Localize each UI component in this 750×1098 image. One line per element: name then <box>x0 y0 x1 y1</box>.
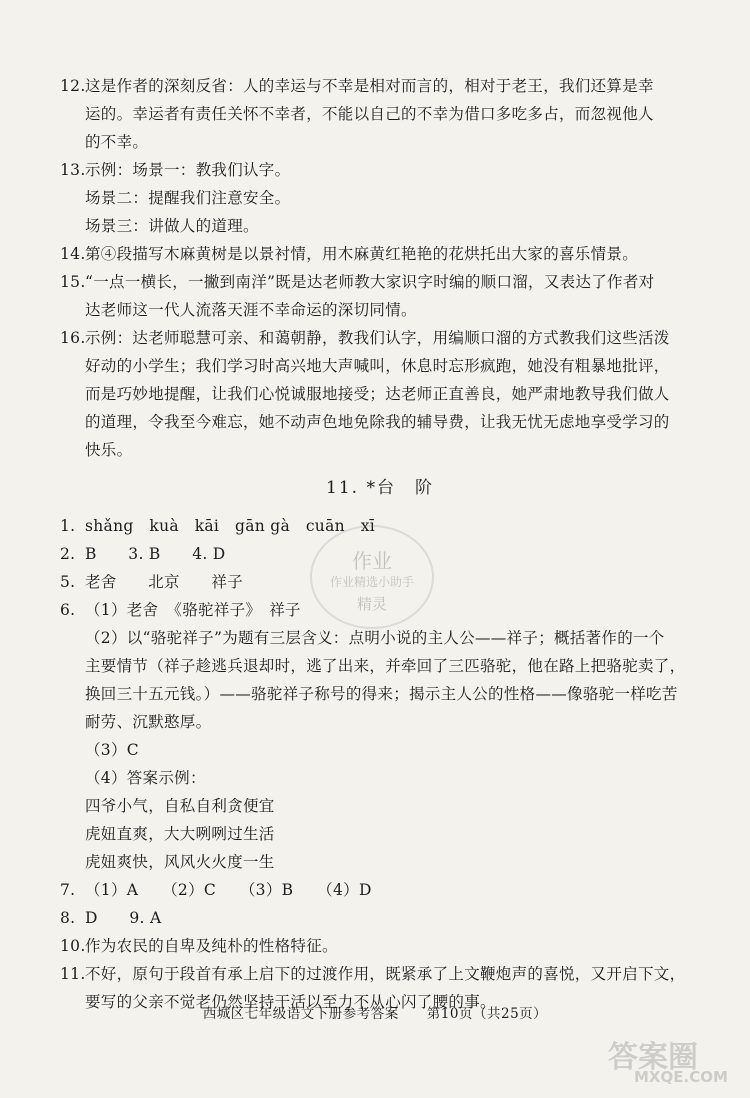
answer-text: 场景三：讲做人的道理。 <box>85 217 259 235</box>
stamp-text-1: 作业 <box>352 549 392 573</box>
answer-line <box>60 268 700 296</box>
answer-line <box>60 820 700 848</box>
stamp-text-3: 精灵 <box>356 595 387 613</box>
item-number: 13. <box>60 161 86 179</box>
answer-text: 达老师这一代人流落天涯不幸命运的深切同情。 <box>85 301 417 319</box>
watermark-stamp <box>310 525 434 629</box>
item-number: 6. <box>60 601 76 619</box>
item-number: 15. <box>60 273 86 291</box>
answer-text: 不好，原句于段首有承上启下的过渡作用，既紧承了上文鞭炮声的喜悦，又开启下文， <box>85 965 686 983</box>
answer-text: 老舍 北京 祥子 <box>85 573 244 591</box>
answer-text: 四爷小气，自私自利贪便宜 <box>85 797 275 815</box>
answer-line <box>60 876 700 904</box>
item-number: 7. <box>60 881 76 899</box>
answer-text: 耐劳、沉默憨厚。 <box>85 713 212 731</box>
answer-text: 示例：场景一：教我们认字。 <box>85 161 291 179</box>
answer-text: 快乐。 <box>85 441 133 459</box>
answer-line <box>60 932 700 960</box>
answer-text: 运的。幸运者有责任关怀不幸者，不能以自己的不幸为借口多吃多占，而忽视他人 <box>85 105 654 123</box>
answer-text: 主要情节（祥子趁逃兵退却时，逃了出来，并牵回了三匹骆驼，他在路上把骆驼卖了， <box>85 657 686 675</box>
answer-text: shǎng kuà kāi gān gà cuān xī <box>85 517 376 535</box>
answer-line <box>60 100 700 128</box>
answer-line <box>60 848 700 876</box>
item-number: 16. <box>60 329 86 347</box>
answer-text: 第④段描写木麻黄树是以景衬情，用木麻黄红艳艳的花烘托出大家的喜乐情景。 <box>85 245 639 263</box>
answer-line <box>60 708 700 736</box>
answer-text: （4）答案示例： <box>85 769 206 787</box>
item-number: 14. <box>60 245 86 263</box>
answer-line <box>60 960 700 988</box>
site-watermark-logo <box>600 1030 740 1090</box>
answer-line <box>60 408 700 436</box>
answer-text: 好动的小学生；我们学习时高兴地大声喊叫，休息时忘形疯跑，她没有粗暴地批评， <box>85 357 670 375</box>
answer-line <box>60 792 700 820</box>
answer-line <box>60 184 700 212</box>
answer-line <box>60 72 700 100</box>
answer-text: 的不幸。 <box>85 133 149 151</box>
answer-text: （1）老舍 《骆驼祥子》 祥子 <box>85 601 301 619</box>
answer-text: 虎妞爽快，风风火火度一生 <box>85 853 275 871</box>
answer-text: 这是作者的深刻反省：人的幸运与不幸是相对而言的，相对于老王，我们还算是幸 <box>85 77 654 95</box>
answer-line <box>60 652 700 680</box>
section-title: 11. *台 阶 <box>326 478 434 498</box>
item-number: 8. <box>60 909 76 927</box>
answer-text: D 9. A <box>85 909 162 927</box>
answer-line <box>60 436 700 464</box>
answer-text: （1）A （2）C （3）B （4）D <box>85 881 372 899</box>
answer-line <box>60 212 700 240</box>
answer-text: 场景二：提醒我们注意安全。 <box>85 189 291 207</box>
answer-line <box>60 352 700 380</box>
answer-text: （2）以“骆驼祥子”为题有三层含义：点明小说的主人公——祥子；概括著作的一个 <box>85 629 665 647</box>
answer-text: 的道理，令我至今难忘，她不动声色地免除我的辅导费，让我无忧无虑地享受学习的 <box>85 413 670 431</box>
answer-text: “一点一横长，一撇到南洋”既是达老师教大家识字时编的顺口溜，又表达了作者对 <box>85 273 655 291</box>
answer-text: 换回三十五元钱。）——骆驼祥子称号的得来；揭示主人公的性格——像骆驼一样吃苦 <box>85 685 678 703</box>
item-number: 2. <box>60 545 76 563</box>
watermark-text-1: 答案圈 <box>608 1040 698 1075</box>
answer-line <box>60 324 700 352</box>
answer-text: 虎妞直爽，大大咧咧过生活 <box>85 825 275 843</box>
answer-line <box>60 736 700 764</box>
answer-line <box>60 128 700 156</box>
answer-line <box>60 764 700 792</box>
answer-line <box>60 380 700 408</box>
answer-text: 示例：达老师聪慧可亲、和蔼朝静，教我们认字，用编顺口溜的方式教我们这些活泼 <box>85 329 670 347</box>
answer-text: 作为农民的自卑及纯朴的性格特征。 <box>85 937 338 955</box>
item-number: 5. <box>60 573 76 591</box>
stamp-text-2: 作业精选小助手 <box>329 575 414 589</box>
answer-line <box>60 296 700 324</box>
item-number: 10. <box>60 937 86 955</box>
answer-line <box>60 156 700 184</box>
item-number: 11. <box>60 965 86 983</box>
answer-text: B 3. B 4. D <box>85 545 226 563</box>
answer-line <box>60 680 700 708</box>
answer-text: （3）C <box>85 741 139 759</box>
item-number: 1. <box>60 517 76 535</box>
answer-line <box>60 240 700 268</box>
answer-text: 要写的父亲不觉老仍然坚持干活以至力不从心闪了腰的事。 <box>85 993 496 1011</box>
watermark-text-2: MXQE.COM <box>634 1068 728 1086</box>
item-number: 12. <box>60 77 86 95</box>
page-footer: 西城区七年级语文下册参考答案 第10页（共25页） <box>202 1006 548 1022</box>
answer-text: 而是巧妙地提醒，让我们心悦诚服地接受；达老师正直善良，她严肃地教导我们做人 <box>85 385 670 403</box>
answer-line <box>60 904 700 932</box>
